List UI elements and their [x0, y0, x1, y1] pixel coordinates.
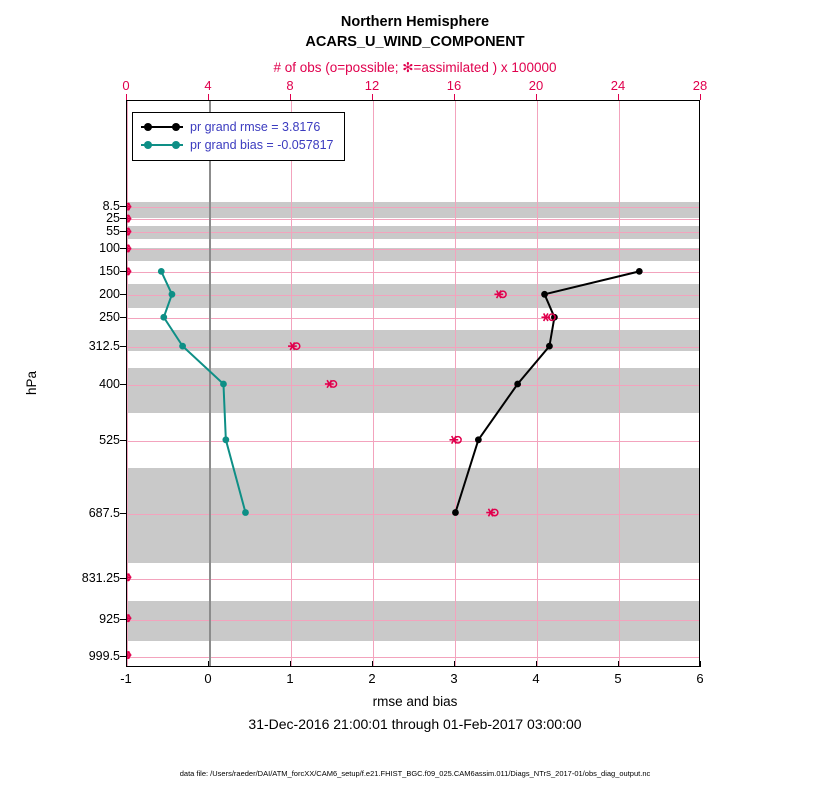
- bottom-tick-mark: [126, 661, 127, 667]
- y-tick-label: 100: [99, 241, 120, 255]
- top-axis-title: # of obs (o=possible; ✻=assimilated ) x 100000: [273, 60, 557, 75]
- y-tick-label: 55: [106, 224, 120, 238]
- bias-line: [161, 271, 245, 512]
- bias-point: [222, 436, 229, 443]
- top-tick-label: 16: [446, 78, 462, 93]
- top-tick-mark: [126, 94, 127, 100]
- bias-point: [220, 381, 227, 388]
- top-tick-mark: [536, 94, 537, 100]
- bottom-tick-label: 5: [614, 671, 622, 686]
- legend-item-rmse: [141, 118, 334, 136]
- rmse-point: [546, 343, 553, 350]
- y-tick-label: 525: [99, 433, 120, 447]
- legend-swatch-rmse: [141, 121, 183, 133]
- bottom-tick-label: -1: [120, 671, 132, 686]
- obs-assimilated-marker: [541, 313, 550, 321]
- page-title: [0, 12, 830, 52]
- rmse-point: [475, 436, 482, 443]
- bottom-tick-label: 3: [450, 671, 458, 686]
- bias-point: [179, 343, 186, 350]
- data-file-caption: data file: /Users/raeder/DAI/ATM_forcXX/CAM6_setup/f.e21.FHIST_BGC.f09_025.CAM6assim.011/Diags_NTrS_2017-01/obs_diag_output.nc: [179, 769, 651, 778]
- chart-legend: [132, 112, 345, 161]
- top-tick-label: 4: [204, 78, 212, 93]
- plot-area: [126, 100, 700, 667]
- y-axis-tick-labels: [40, 100, 120, 667]
- bottom-tick-mark: [536, 661, 537, 667]
- bias-point: [160, 314, 167, 321]
- top-tick-label: 12: [364, 78, 380, 93]
- y-axis-title: hPa: [24, 370, 39, 396]
- bottom-tick-mark: [208, 661, 209, 667]
- bias-point: [242, 509, 249, 516]
- y-tick-label: 400: [99, 377, 120, 391]
- top-tick-mark: [290, 94, 291, 100]
- date-range-caption: 31-Dec-2016 21:00:01 through 01-Feb-2017 03:00:00: [248, 716, 582, 732]
- bottom-tick-label: 6: [696, 671, 704, 686]
- bottom-tick-label: 4: [532, 671, 540, 686]
- title-line-2: ACARS_U_WIND_COMPONENT: [305, 34, 525, 50]
- top-tick-label: 8: [286, 78, 294, 93]
- y-tick-label: 925: [99, 612, 120, 626]
- y-tick-label: 687.5: [88, 506, 120, 520]
- bottom-tick-mark: [454, 661, 455, 667]
- top-tick-mark: [208, 94, 209, 100]
- bottom-tick-mark: [700, 661, 701, 667]
- series-plot: [127, 101, 699, 666]
- y-tick-label: 999.5: [88, 649, 120, 663]
- legend-swatch-bias: [141, 139, 183, 151]
- y-tick-label: 312.5: [88, 339, 120, 353]
- bottom-tick-label: 0: [204, 671, 212, 686]
- bottom-tick-label: 1: [286, 671, 294, 686]
- y-tick-label: 200: [99, 287, 120, 301]
- title-line-1: Northern Hemisphere: [340, 14, 490, 30]
- bottom-tick-mark: [290, 661, 291, 667]
- top-tick-mark: [372, 94, 373, 100]
- rmse-point: [636, 268, 643, 275]
- legend-item-bias: [141, 136, 334, 154]
- rmse-point: [514, 381, 521, 388]
- bias-point: [169, 291, 176, 298]
- y-tick-label: 150: [99, 264, 120, 278]
- rmse-point: [452, 509, 459, 516]
- rmse-point: [541, 291, 548, 298]
- top-tick-label: 0: [122, 78, 130, 93]
- bias-point: [158, 268, 165, 275]
- top-tick-mark: [454, 94, 455, 100]
- legend-label-rmse: pr grand rmse = 3.8176: [190, 120, 321, 134]
- top-tick-label: 24: [610, 78, 626, 93]
- legend-label-bias: pr grand bias = -0.057817: [190, 138, 334, 152]
- bottom-tick-mark: [618, 661, 619, 667]
- top-tick-mark: [700, 94, 701, 100]
- top-tick-label: 20: [528, 78, 544, 93]
- bottom-tick-mark: [372, 661, 373, 667]
- top-tick-label: 28: [692, 78, 708, 93]
- x-axis-title: rmse and bias: [372, 694, 458, 709]
- y-tick-label: 8.5: [102, 199, 120, 213]
- bottom-tick-label: 2: [368, 671, 376, 686]
- rmse-line: [455, 271, 639, 512]
- y-tick-label: 831.25: [81, 571, 120, 585]
- top-tick-mark: [618, 94, 619, 100]
- y-tick-label: 25: [106, 211, 120, 225]
- y-tick-label: 250: [99, 310, 120, 324]
